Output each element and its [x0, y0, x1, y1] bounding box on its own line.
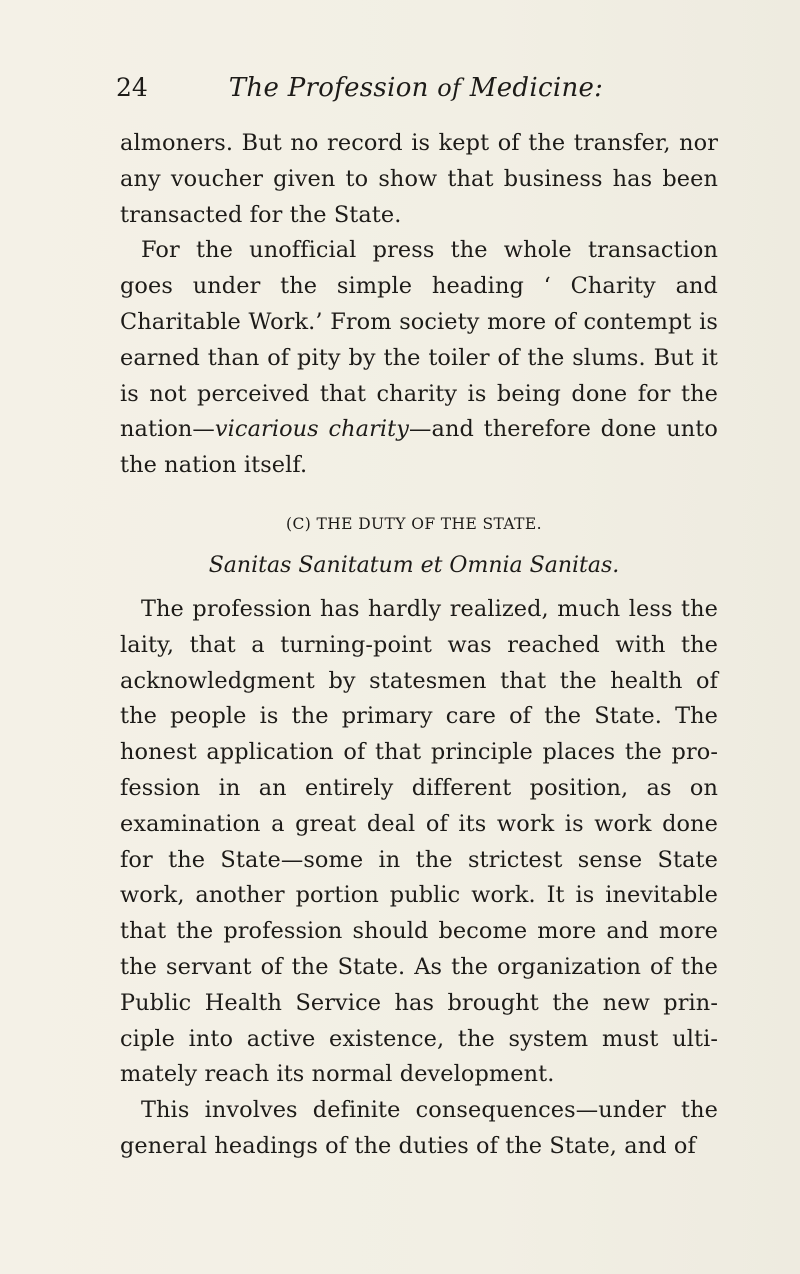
- paragraph-text: almoners. But no record is kept of the transfer, nor any voucher given to show that business has been transacted for the State.: [120, 130, 718, 228]
- paragraph-continued: [120, 126, 718, 233]
- paragraph-text-end: —and therefore done unto the nation itself.: [120, 416, 718, 479]
- section-motto: Sanitas Sanitatum et Omnia Sanitas.: [208, 552, 620, 578]
- paragraph-charity: [120, 233, 718, 484]
- paragraph-consequences: This involves definite consequences—under the general headings of the duties of the State, and of: [120, 1097, 718, 1159]
- italic-phrase: vicarious charity: [214, 416, 410, 443]
- section-heading: (C) THE DUTY OF THE STATE.: [286, 514, 542, 533]
- running-title-of: of: [437, 74, 462, 102]
- body-text: [120, 126, 718, 1165]
- page-number: 24: [116, 73, 148, 102]
- running-head: [116, 72, 716, 112]
- paragraph-profession: The profession has hardly realized, much less the laity, that a turning-point was reached with the acknowledgment by statesmen that the health of the people is the primary care of the State. The honest application of that principle places the pro-fession in an entirely different position, as on examination a great deal of its work is work done for the State—some in the strictest sense State work, another portion public work. It is inevitable that the profession should become more and more the servant of the State. As the organization of the Public Health Service has brought the new prin-ciple into active existence, the system must ulti-mately reach its normal development.: [120, 595, 718, 1088]
- paragraph-text: For the unofficial press the whole transaction goes under the simple heading ‘ Charity and Charitable Work.’ From society more of contempt is earned than of pity by the toiler of the slums. But it is not perceived that charity is being done for the nation—: [120, 237, 718, 443]
- running-title: [116, 72, 716, 104]
- running-title-end: Medicine:: [469, 73, 604, 103]
- running-title-main: The Profession: [228, 73, 429, 103]
